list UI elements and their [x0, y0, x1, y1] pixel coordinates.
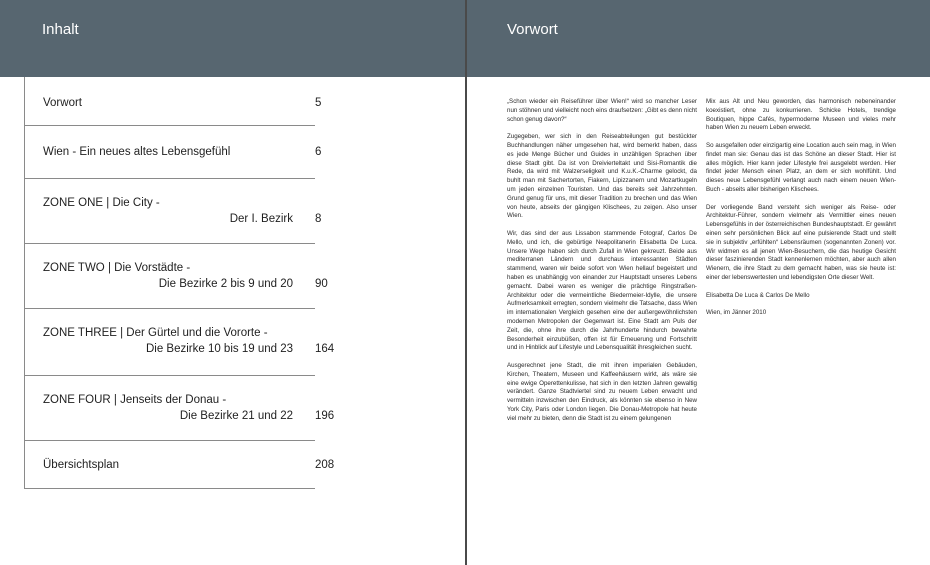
toc-entry-title: ZONE TWO | Die Vorstädte -: [43, 262, 191, 274]
paragraph: Zugegeben, wer sich in den Reiseabteilungen gut bestückter Buchhandlungen näher umgesehen hat, wird bemerkt haben, dass es jede Menge Bücher und Guides in unzähligen Sprachen über diese Stadt gibt. Da ist von Dreivierteltakt und Sisi-Romantik die Rede, da wird mit Walzerseligkeit und K.u.K.-Charme gelockt, da buhlt man mit Sachertorten, Fiakern, Lipizzanern und Mozartkugeln um jeden einzelnen Touristen. Und das bereits seit Jahrzehnten. Grund genug für uns, mit dieser Tradition zu brechen und das Wien von heute, abseits der gängigen Klischees, zu zeigen. Also unser Wien.: [507, 133, 697, 220]
foreword-column-1: [507, 98, 697, 432]
toc-entry[interactable]: [25, 77, 322, 126]
toc-entry[interactable]: [25, 376, 335, 441]
toc-entry[interactable]: [25, 244, 328, 309]
toc-entry-subtitle: Die Bezirke 10 bis 19 und 23: [145, 343, 293, 355]
paragraph: Mix aus Alt und Neu geworden, das harmonisch nebeneinander koexistiert, ohne zu konkurrieren. Schicke Hotels, trendige Boutiquen, hippe Cafés, hypermoderne Museen und vieles mehr haben Wien zu neuem Leben erweckt.: [706, 98, 896, 132]
toc-entry[interactable]: [25, 441, 335, 489]
toc-entry-title: ZONE ONE | Die City -: [43, 197, 160, 209]
paragraph: Der vorliegende Band versteht sich weniger als Reise- oder Architektur-Führer, sondern vielmehr als Vermittler eines neuen Lebensgefühls in der österreichischen Bundeshauptstadt. Er gewährt einen sehr persönlichen Blick auf eine pulsierende Stadt und stellt sie in subjektiv „erfühlten“ Lebensräumen (sogenannten Zonen) vor. Wir widmen es all jenen Wien-Besuchern, die das heutige Gesicht dieser faszinierenden Stadt kennenlernen möchten, aber auch allen Wienern, die ihre Stadt zu dem gemacht haben, was sie heute ist: einer der lebenswertesten und lebendigsten Orte dieser Welt.: [706, 203, 896, 281]
page-title: Vorwort: [507, 21, 558, 38]
paragraph: „Schon wieder ein Reiseführer über Wien!“ wird so mancher Leser nun stöhnen und vielleicht noch eins draufsetzen: „Gibt es denn nicht schon genug davon?“: [507, 98, 697, 123]
toc-entry-title: Übersichtsplan: [43, 459, 120, 471]
paragraph: Wir, das sind der aus Lissabon stammende Fotograf, Carlos De Mello, und ich, die gebürtige Neapolitanerin Elisabetta De Luca. Unsere Wege haben sich durch Zufall in Wien gekreuzt. Beide aus mediterranen Ländern und durchaus interessanten Städten stammend, waren wir beide sofort von Wien hellauf begeistert und haben es unabhängig von einander zur Hauptstadt unseres Lebens gemacht. Dabei waren es weniger die prächtige Ringstraßen-Architektur oder die vermeintliche Biedermeier-Idylle, die unsere Aufmerksamkeit erregten, sondern vielmehr die Tatsache, dass Wien im internationalen Vergleich gesehen eine der außergewöhnlichsten modernen Metropolen der Gegenwart ist. Eine Stadt am Puls der Zeit, die, ohne ihre durch die Jahrhunderte hindurch bewahrte Besonderheit einzubüßen, offen ist für Erneuerung und Fortschritt und in Hinblick auf Lifestyle und Lebensqualität ihresgleichen sucht.: [507, 229, 697, 352]
toc-entry[interactable]: [25, 309, 335, 376]
toc-entry-title: ZONE FOUR | Jenseits der Donau -: [43, 394, 227, 406]
paragraph: So ausgefallen oder einzigartig eine Location auch sein mag, in Wien findet man sie: Genau das ist das Schöne an dieser Stadt. Hier ist alles möglich. Hier kann jeder Lifestyle frei ausgelebt werden. Hier findet jeder Mensch einen Platz, an dem er sich wohlfühlt. Und dieses neue Lebensgefühl verlangt auch nach einem neuen Wien-Buch - abseits aller bisherigen Klischees.: [706, 141, 896, 193]
table-of-contents: [24, 77, 335, 489]
toc-entry[interactable]: [25, 179, 322, 244]
toc-entry-subtitle: Die Bezirke 2 bis 9 und 20: [158, 278, 293, 290]
toc-page-number: 208: [315, 459, 335, 471]
toc-page-number: 8: [315, 213, 322, 225]
book-gutter: [465, 0, 467, 565]
toc-page-number: 6: [315, 146, 322, 158]
left-page-header: [0, 0, 465, 77]
toc-entry-subtitle: Der I. Bezirk: [229, 213, 293, 225]
paragraph: Ausgerechnet jene Stadt, die mit ihren imperialen Gebäuden, Kirchen, Theatern, Museen und Kaffeehäusern wirkt, als wäre sie eine ewige Operettenkulisse, hat sich in den letzten Jahren gewaltig verändert. Ganze Stadtviertel sind zu neuem Leben erwacht und vermitteln inzwischen den Eindruck, als könnten sie ebenso in New York City, Paris oder London liegen. Die Donau-Metropole hat heute viel mehr zu bieten, denn die Stadt ist zu einem gelungenen: [507, 361, 697, 422]
toc-page-number: 5: [315, 97, 322, 109]
foreword-column-2: [706, 98, 896, 327]
toc-entry[interactable]: [25, 126, 322, 179]
toc-entry-title: Vorwort: [43, 97, 82, 109]
right-page-header: [467, 0, 930, 77]
author-signature: Elisabetta De Luca & Carlos De Mello: [706, 291, 810, 299]
toc-entry-subtitle: Die Bezirke 21 und 22: [179, 410, 293, 422]
toc-page-number: 90: [315, 278, 328, 290]
toc-entry-title: Wien - Ein neues altes Lebensgefühl: [43, 146, 231, 158]
date-line: Wien, im Jänner 2010: [706, 309, 767, 317]
toc-page-number: 164: [315, 343, 335, 355]
toc-page-number: 196: [315, 410, 335, 422]
page-title: Inhalt: [42, 21, 79, 38]
toc-entry-title: ZONE THREE | Der Gürtel und die Vororte -: [43, 327, 268, 339]
